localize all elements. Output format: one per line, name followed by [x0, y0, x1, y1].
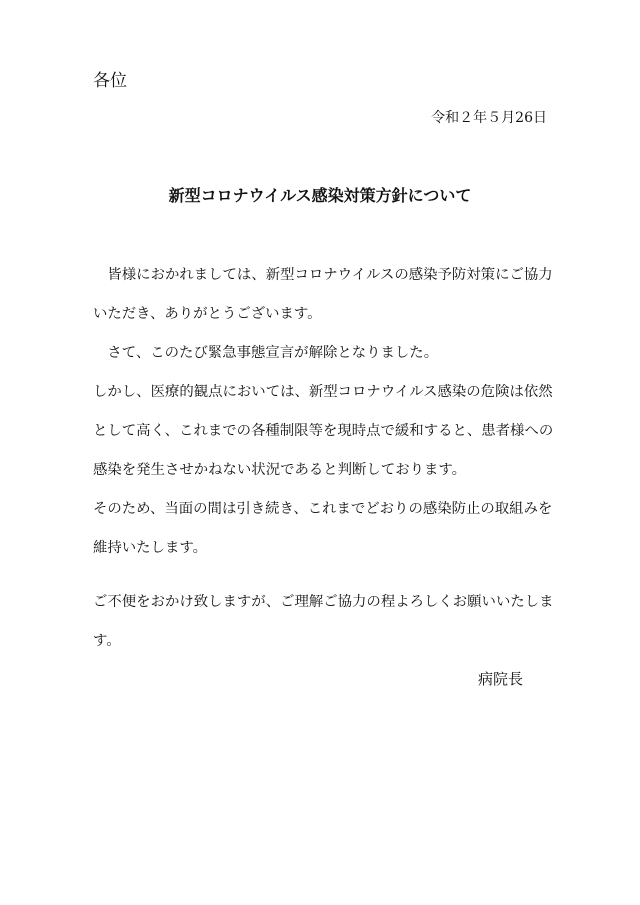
document-title: 新型コロナウイルス感染対策方針について [168, 186, 472, 205]
document-date: 令和２年５月26日 [431, 110, 547, 126]
paragraph-announcement: さて、このたび緊急事態宣言が解除となりました。 [107, 345, 439, 361]
document-body [93, 256, 559, 661]
signature: 病院長 [477, 670, 523, 688]
paragraph-policy: そのため、当面の間は引き続き、これまでどおりの感染防止の取組みを維持いたします。 [93, 501, 553, 556]
paragraph-closing: ご不便をおかけ致しますが、ご理解ご協力の程よろしくお願いいたします。 [93, 594, 554, 649]
paragraph-greeting: 皆様におかれましては、新型コロナウイルスの感染予防対策にご協力いただき、ありがとうございます。 [93, 267, 553, 322]
addressee: 各位 [93, 71, 127, 91]
paragraph-risk: しかし、医療的観点においては、新型コロナウイルス感染の危険は依然として高く、これまでの各種制限等を現時点で緩和すると、患者様への感染を発生させかねない状況であると判断しております。 [93, 384, 554, 478]
paragraph-spacer [93, 568, 559, 583]
